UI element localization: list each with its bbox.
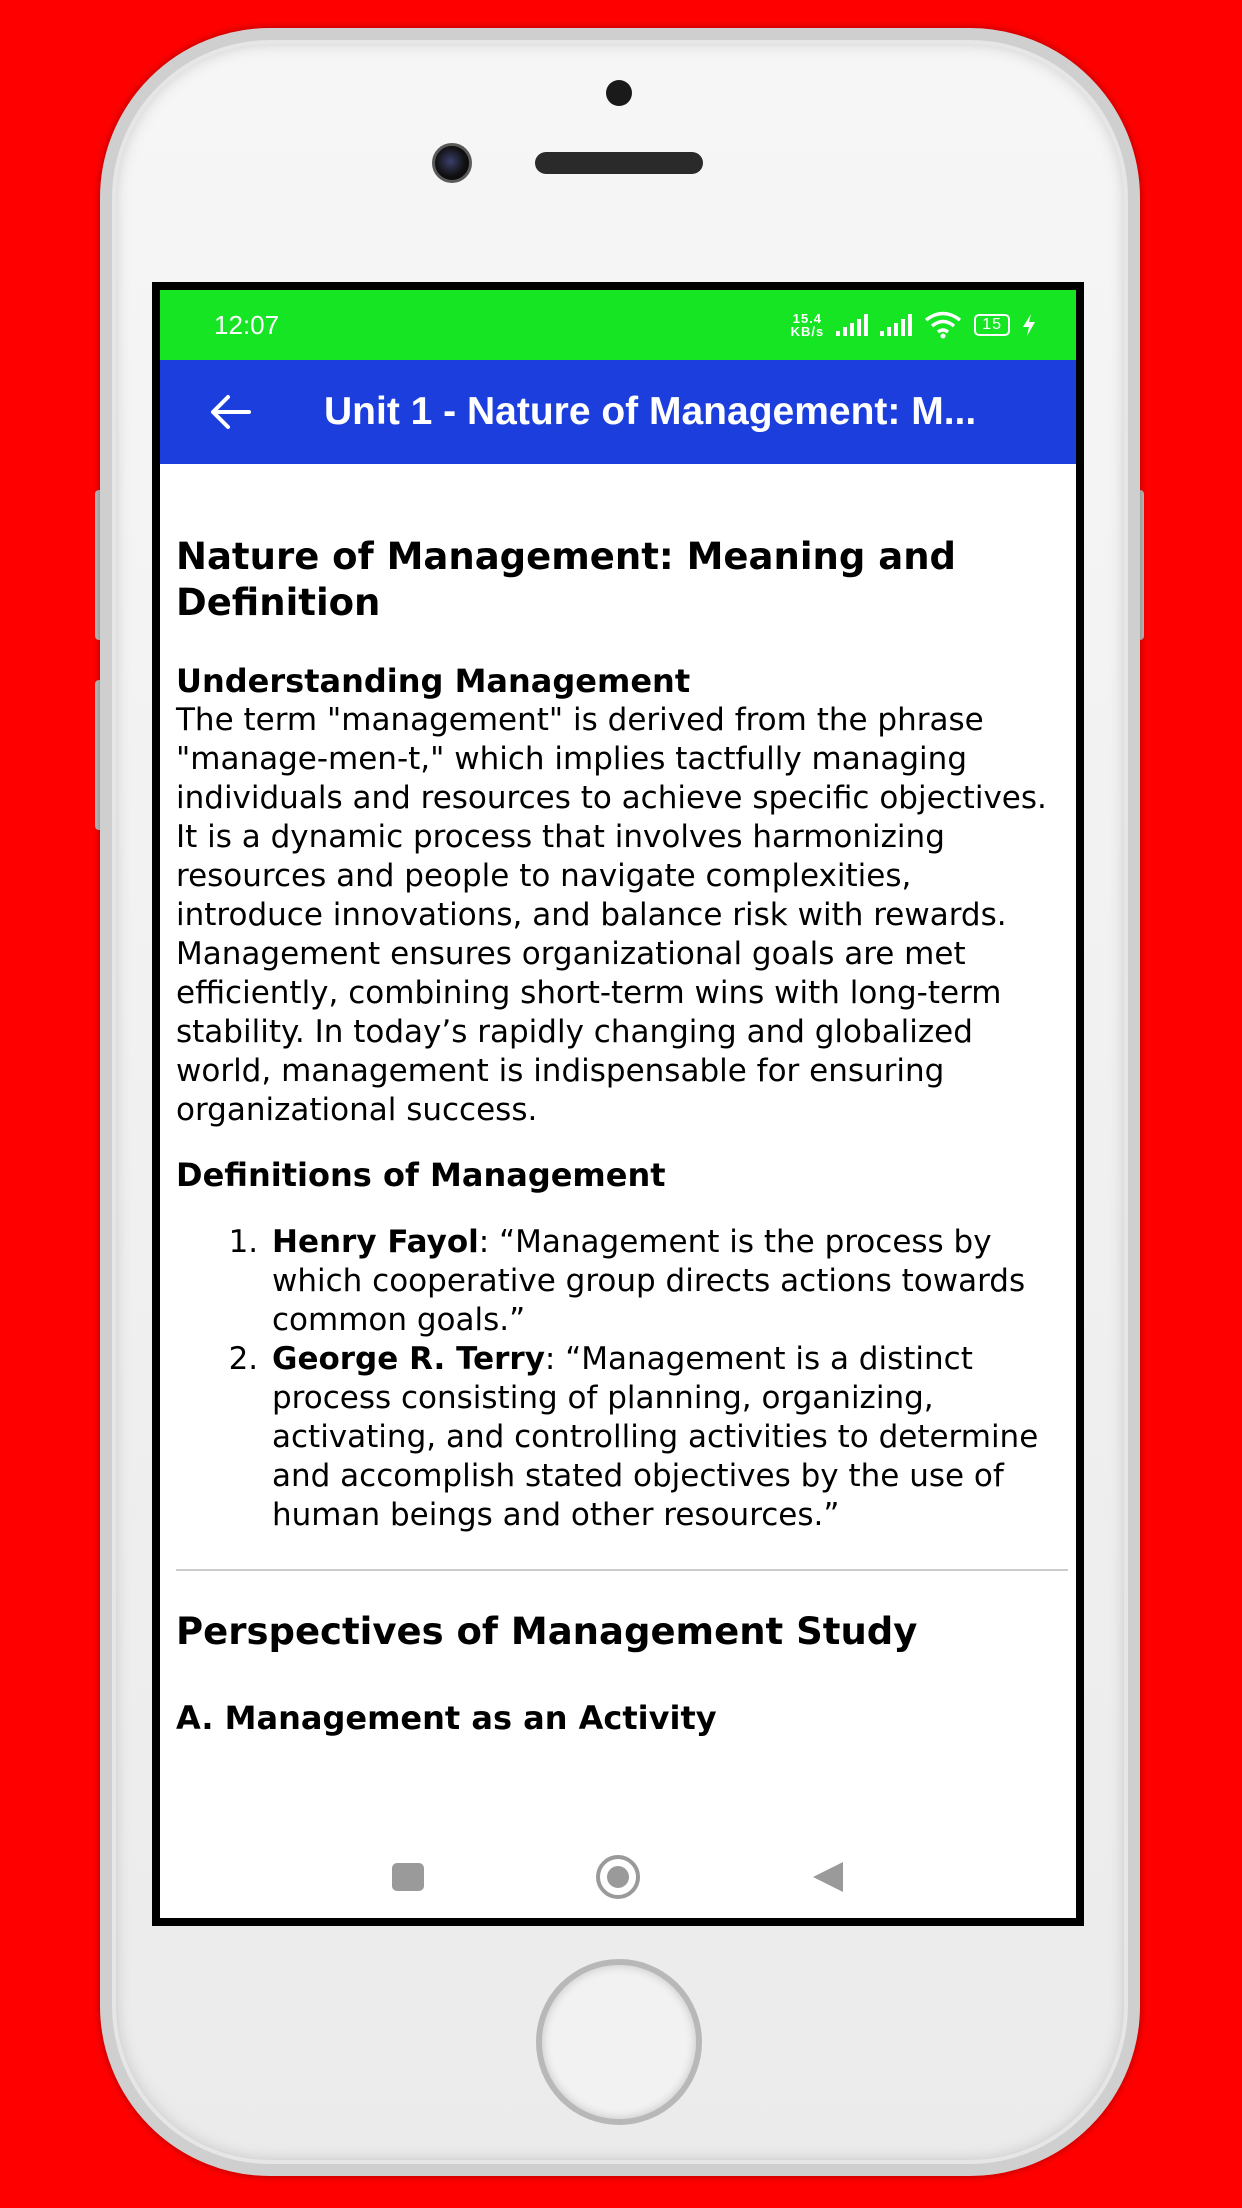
paragraph: The term "management" is derived from the phrase "manage-men-t," which implies tactfully managing individuals and resources to achieve specific objectives. It is a dynamic process that involves harmonizing resources and people to navigate complexities, introduce innovations, and balance risk with rewards. Management ensures organizational goals are met efficiently, combining short-term wins with long-term stability. In today’s rapidly changing and globalized world, management is indispensable for ensuring organizational success. xyxy=(176,702,1047,1128)
circle-icon xyxy=(595,1854,641,1900)
square-icon xyxy=(391,1862,425,1892)
home-nav-button[interactable] xyxy=(593,1852,643,1902)
article-title: Nature of Management: Meaning and Definition xyxy=(176,535,957,624)
phone-home-button xyxy=(536,1959,702,2125)
phone-screen xyxy=(152,282,1084,1926)
system-navigation-bar xyxy=(160,1836,1076,1918)
status-icons xyxy=(791,311,1036,339)
battery-icon: 15 xyxy=(974,314,1010,336)
charging-icon xyxy=(1022,314,1036,336)
definition-text: : “Management is a distinct process consisting of planning, organizing, activating, and controlling activities to determine and accomplish stated objectives by the use of human beings and other resources.” xyxy=(272,1341,1039,1533)
divider xyxy=(176,1569,1068,1571)
status-time: 12:07 xyxy=(214,309,280,340)
definition-author: George R. Terry xyxy=(272,1341,545,1377)
proximity-sensor xyxy=(606,80,632,106)
subsection-heading: A. Management as an Activity xyxy=(176,1699,717,1737)
signal-strength-icon xyxy=(836,314,868,336)
app-bar-title: Unit 1 - Nature of Management: M... xyxy=(324,390,977,433)
section-heading: Definitions of Management xyxy=(176,1156,666,1194)
definition-author: Henry Fayol xyxy=(272,1224,479,1260)
wifi-icon xyxy=(924,311,962,339)
front-camera xyxy=(432,143,472,183)
definition-text: : “Management is the process by which cooperative group directs actions towards common goals.” xyxy=(272,1224,1026,1338)
status-bar xyxy=(160,290,1076,360)
section-title: Perspectives of Management Study xyxy=(176,1610,918,1653)
definitions-list xyxy=(268,1223,1068,1535)
app-bar xyxy=(160,360,1076,464)
list-item xyxy=(268,1223,1068,1340)
article-content[interactable] xyxy=(160,464,1076,1774)
signal-strength-icon xyxy=(880,314,912,336)
list-item xyxy=(268,1340,1068,1535)
earpiece-speaker xyxy=(535,152,703,174)
triangle-icon xyxy=(811,1860,845,1894)
recent-apps-button[interactable] xyxy=(383,1852,433,1902)
back-nav-button[interactable] xyxy=(803,1852,853,1902)
arrow-left-icon xyxy=(209,394,251,430)
network-speed: 15.4 KB/s xyxy=(790,311,825,339)
back-button[interactable] xyxy=(160,360,300,464)
section-heading: Understanding Management xyxy=(176,662,691,700)
